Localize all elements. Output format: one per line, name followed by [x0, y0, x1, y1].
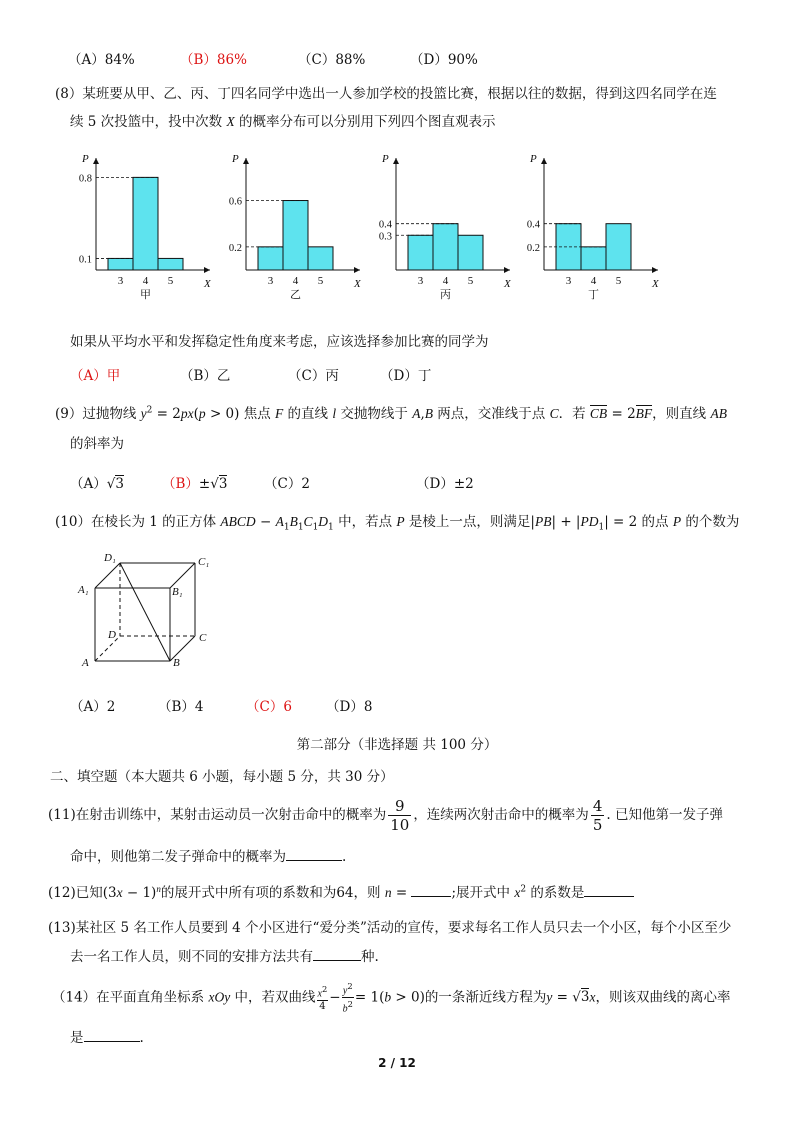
y-axis-arrow	[93, 158, 99, 164]
q8-option-b: （B）乙	[180, 368, 231, 384]
y-axis-arrow	[393, 158, 399, 164]
x-tick-label: 3	[417, 275, 424, 287]
y-axis-arrow	[541, 158, 547, 164]
x-tick-label: 3	[117, 275, 124, 287]
bar-3	[408, 235, 433, 270]
y-axis-label: P	[530, 153, 537, 165]
bar-5	[308, 247, 333, 270]
x-axis-label: X	[204, 278, 211, 290]
cube-label-d1: D₁	[104, 552, 116, 564]
cube-label-b: B	[173, 657, 180, 669]
x-tick-label: 5	[317, 275, 324, 287]
q12-line: (12)已知$(3x - 1)^n$的展开式中所有项的系数和为64，则 n = ;展开式中 $x^2$ 的系数是	[48, 881, 634, 901]
x-tick-label: 3	[267, 275, 274, 287]
y-tick-label: 0.4	[526, 219, 540, 231]
cube-label-c1: C₁	[198, 556, 210, 568]
chart-caption: 丙	[440, 289, 451, 301]
cube-label-d: D	[108, 629, 116, 641]
bar-3	[108, 258, 133, 270]
y-axis-arrow	[243, 158, 249, 164]
x-tick-label: 4	[590, 275, 597, 287]
x-tick-label: 4	[292, 275, 299, 287]
chart-caption: 丁	[588, 289, 599, 301]
q7-option-a: （A）84%	[68, 52, 135, 68]
x-tick-label: 4	[442, 275, 449, 287]
q14-answer-blank[interactable]	[84, 1029, 140, 1042]
chart-caption: 甲	[140, 289, 151, 301]
q9-options	[70, 472, 474, 492]
y-tick-label: 0.6	[228, 196, 242, 208]
q11-line1: (11)在射击训练中，某射击运动员一次射击命中的概率为 $\frac{9}{10}$ ，连续两次射击命中的概率为 $\frac{4}{5}$ . 已知他第一发子弹	[48, 797, 723, 834]
q9-line1: (9）过抛物线 $y^2 = 2px(p > 0)$ 焦点 F 的直线 l 交抛物线于 A,B 两点，交准线于点 C．若 CB = 2BF，则直线 AB	[55, 405, 727, 422]
q10-options	[70, 695, 372, 715]
q10-line1: (10）在棱长为 1 的正方体 ABCD − $A_1B_1C_1D_1$ 中，若点 P 是棱上一点，则满足$|PB| + |PD_1| = 2$ 的点 P 的个数为	[55, 514, 740, 533]
x-tick-label: 4	[142, 275, 149, 287]
chart-ding	[508, 148, 668, 308]
cube-label-a1: A₁	[78, 584, 89, 596]
x-axis-label: X	[652, 278, 659, 290]
part2-heading: 第二部分（非选择题 共 100 分）	[296, 737, 498, 753]
q8-option-c: （C）丙	[288, 368, 339, 384]
bar-3	[258, 247, 283, 270]
q8-line1: (8）某班要从甲、乙、丙、丁四名同学中选出一人参加学校的投篮比赛，根据以往的数据，得到这四名同学在连	[55, 86, 717, 102]
y-axis-label: P	[82, 153, 89, 165]
q11-line2: 命中，则他第二发子弹命中的概率为 .	[70, 849, 347, 865]
q8-line2: 续 5 次投篮中，投中次数 X 的概率分布可以分别用下列四个图直观表示	[70, 114, 496, 130]
x-tick-label: 5	[167, 275, 174, 287]
x-axis-label: X	[504, 278, 511, 290]
y-tick-label: 0.3	[378, 231, 392, 243]
chart-bing	[360, 148, 520, 308]
bar-5	[158, 258, 183, 270]
q9-option-c: （C）2	[264, 476, 310, 492]
q12-answer-blank-coef[interactable]	[584, 884, 634, 897]
q9-option-d: （D）±2	[416, 476, 474, 492]
x-axis-label: X	[354, 278, 361, 290]
chart-jia	[60, 148, 220, 308]
q7-option-b: （B）86%	[180, 52, 247, 68]
q10-option-d: （D）8	[326, 699, 373, 715]
q7-option-d: （D）90%	[410, 52, 478, 68]
x-tick-label: 3	[565, 275, 572, 287]
q9-option-a: （A）√3	[70, 476, 124, 492]
y-tick-label: 0.2	[526, 242, 540, 254]
q13-answer-blank[interactable]	[313, 948, 361, 961]
q9-option-b: （B）±√3	[162, 476, 228, 492]
bar-4	[283, 201, 308, 270]
y-axis-label: P	[232, 153, 239, 165]
cube-diagram	[70, 548, 220, 673]
q7-option-c: （C）88%	[298, 52, 366, 68]
x-tick-label: 5	[467, 275, 474, 287]
bar-5	[458, 235, 483, 270]
page-number: 2 / 12	[378, 1056, 416, 1070]
q7-options	[68, 48, 478, 68]
q13-line1: (13)某社区 5 名工作人员要到 4 个小区进行“爱分类”活动的宣传，要求每名工作人员只去一个小区，每个小区至少	[48, 920, 732, 936]
chart-caption: 乙	[290, 289, 301, 301]
cube-label-b1: B₁	[172, 586, 183, 598]
cube-label-a: A	[82, 657, 89, 669]
q11-answer-blank[interactable]	[286, 848, 342, 861]
cube-label-c: C	[199, 632, 207, 644]
bar-4	[133, 177, 158, 270]
q8-question: 如果从平均水平和发挥稳定性角度来考虑，应该选择参加比赛的同学为	[70, 334, 489, 350]
y-tick-label: 0.2	[228, 242, 242, 254]
q9-line2: 的斜率为	[70, 436, 124, 452]
bar-4	[433, 224, 458, 270]
section2-heading: 二、填空题（本大题共 6 小题，每小题 5 分，共 30 分）	[50, 769, 394, 785]
x-tick-label: 5	[615, 275, 622, 287]
x-axis-arrow	[652, 267, 658, 273]
q10-option-c: （C）6	[246, 699, 292, 715]
y-tick-label: 0.8	[78, 173, 92, 185]
y-tick-label: 0.1	[78, 254, 92, 266]
q14-line2: 是 .	[70, 1030, 144, 1046]
bar-4	[581, 247, 606, 270]
q10-option-a: （A）2	[70, 699, 116, 715]
q13-line2: 去一名工作人员，则不同的安排方法共有 种.	[70, 949, 379, 965]
y-tick-label: 0.4	[378, 219, 392, 231]
q12-answer-blank-n[interactable]	[411, 884, 451, 897]
y-axis-label: P	[382, 153, 389, 165]
q8-option-d: （D）丁	[380, 368, 432, 384]
bar-5	[606, 224, 631, 270]
q8-option-a: （A）甲	[70, 368, 121, 384]
q14-line1: （14）在平面直角坐标系 xOy 中，若双曲线 $\frac{x^2}{4}$ − $\frac{y^2}{b^2}$ = 1(b > 0)的一条渐近线方程为y = √3x，则该双曲线的离心率	[52, 981, 731, 1015]
q10-option-b: （B）4	[158, 699, 204, 715]
q8-options	[70, 364, 431, 384]
chart-yi	[210, 148, 370, 308]
